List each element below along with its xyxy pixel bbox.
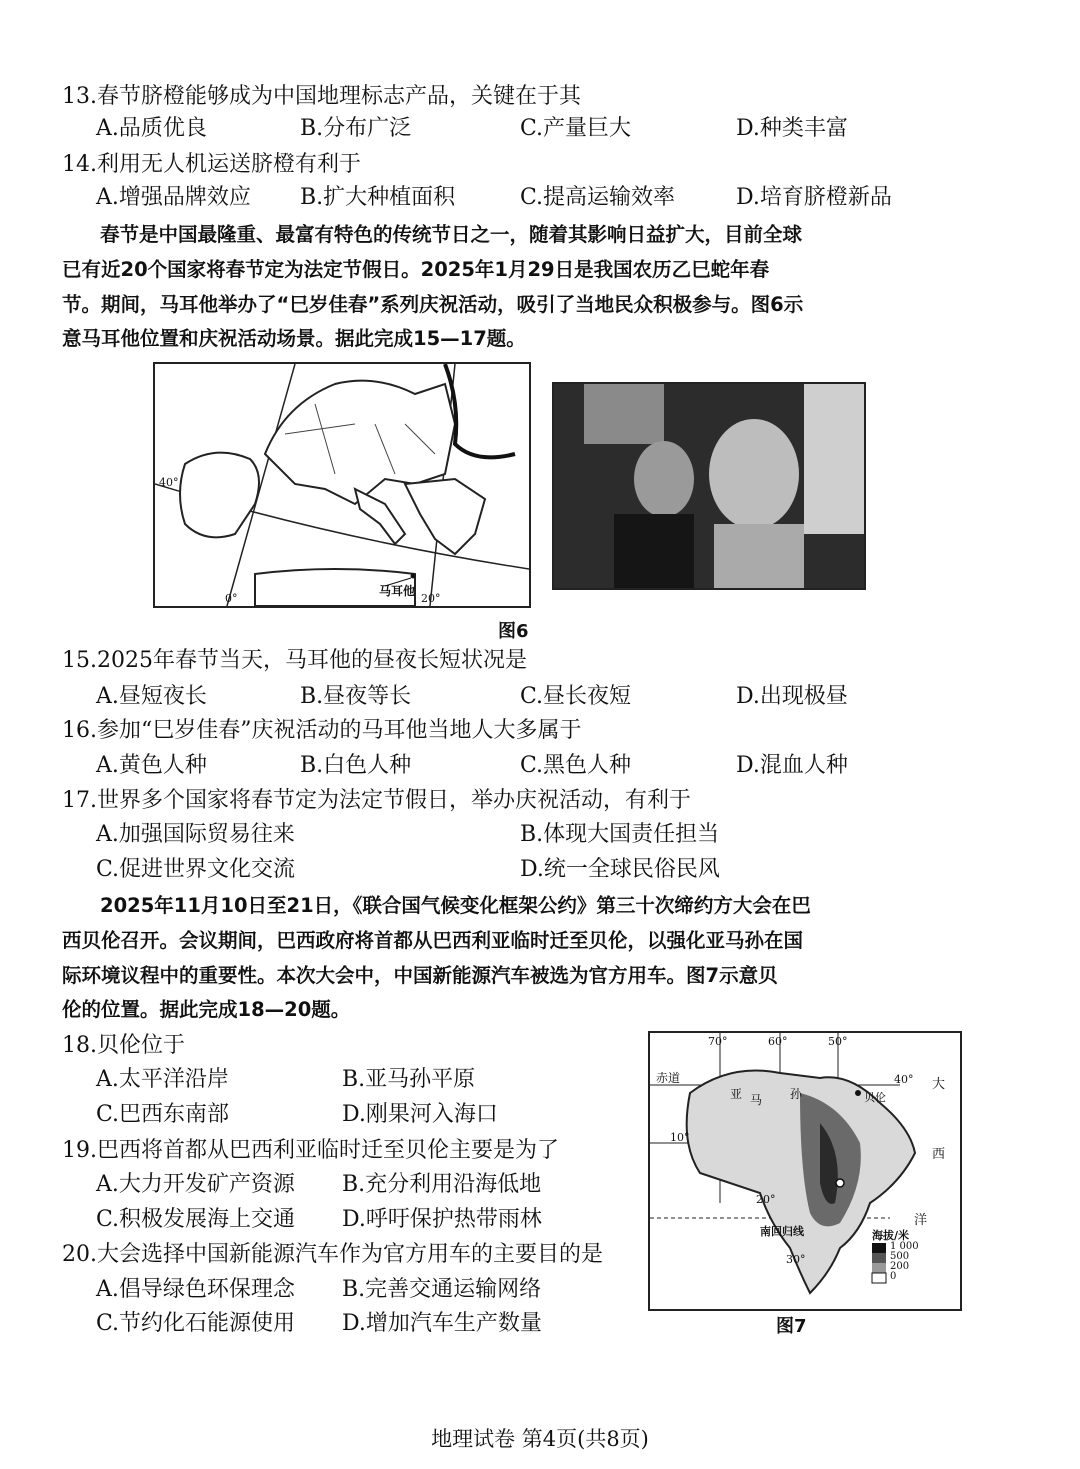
lat-10-label: 10°	[670, 1131, 690, 1144]
q13-option-a: A.品质优良	[96, 116, 207, 141]
q17-option-c: C.促进世界文化交流	[96, 857, 296, 882]
figure7-brazil-map	[648, 1031, 962, 1311]
border-thick-line	[445, 364, 515, 457]
amazon-label-3: 孙	[790, 1087, 803, 1101]
q14-stem: 14.利用无人机运送脐橙有利于	[62, 152, 361, 177]
legend-swatch-1000	[872, 1243, 886, 1253]
q19-stem: 19.巴西将首都从巴西利亚临时迁至贝伦主要是为了	[62, 1138, 559, 1163]
q14-option-d: D.培育脐橙新品	[736, 185, 892, 210]
legend-title: 海拔/米	[872, 1229, 910, 1242]
lon-0-label: 0°	[225, 592, 238, 605]
q13-option-b: B.分布广泛	[300, 116, 412, 141]
q16-option-a: A.黄色人种	[96, 753, 207, 778]
malta-dot	[411, 574, 416, 579]
q16-option-d: D.混血人种	[736, 753, 848, 778]
q15-option-b: B.昼夜等长	[300, 684, 412, 709]
figure6-europe-map	[153, 362, 531, 608]
equator-label: 赤道	[656, 1071, 681, 1085]
q20-option-c: C.节约化石能源使用	[96, 1311, 296, 1336]
legend-swatch-500	[872, 1253, 886, 1263]
person-body	[614, 514, 694, 588]
ocean-label-3: 洋	[914, 1213, 928, 1228]
lon-50-label: 50°	[828, 1035, 848, 1048]
iberia-shape	[180, 453, 259, 538]
q13-stem: 13.春节脐橙能够成为中国地理标志产品，关键在于其	[62, 84, 581, 109]
q15-option-a: A.昼短夜长	[96, 684, 207, 709]
q19-option-b: B.充分利用沿海低地	[342, 1172, 542, 1197]
passage1-line4: 意马耳他位置和庆祝活动场景。据此完成15—17题。	[62, 327, 526, 350]
q14-option-c: C.提高运输效率	[520, 185, 676, 210]
balkans-shape	[405, 479, 485, 554]
q14-option-b: B.扩大种植面积	[300, 185, 456, 210]
passage1-line1: 春节是中国最隆重、最富有特色的传统节日之一，随着其影响日益扩大，目前全球	[100, 223, 803, 246]
passage2-line1: 2025年11月10日至21日，《联合国气候变化框架公约》第三十次缔约方大会在巴	[100, 894, 811, 917]
q16-option-b: B.白色人种	[300, 753, 412, 778]
page-footer: 地理试卷 第4页(共8页)	[431, 1427, 649, 1451]
q20-option-b: B.完善交通运输网络	[342, 1277, 542, 1302]
q17-stem: 17.世界多个国家将春节定为法定节假日，举办庆祝活动，有利于	[62, 788, 691, 813]
figure6-celebration-photo	[552, 382, 866, 590]
passage2-line4: 伦的位置。据此完成18—20题。	[62, 998, 351, 1021]
q15-stem: 15.2025年春节当天，马耳他的昼夜长短状况是	[62, 648, 527, 673]
lat-30-label: 30°	[786, 1253, 806, 1266]
amazon-label-2: 马	[750, 1093, 763, 1107]
passage1-line3: 节。期间，马耳他举办了“巳岁佳春”系列庆祝活动，吸引了当地民众积极参与。图6示	[62, 293, 804, 316]
q13-option-c: C.产量巨大	[520, 116, 632, 141]
q17-option-b: B.体现大国责任担当	[520, 822, 720, 847]
q16-option-c: C.黑色人种	[520, 753, 632, 778]
q20-stem: 20.大会选择中国新能源汽车作为官方用车的主要目的是	[62, 1242, 603, 1267]
lion-dance-head	[709, 419, 799, 529]
amazon-label-1: 亚	[730, 1087, 743, 1101]
q18-option-b: B.亚马孙平原	[342, 1067, 476, 1092]
legend-swatch-200	[872, 1263, 886, 1273]
brazil-map-svg	[650, 1033, 960, 1309]
lon-70-label: 70°	[708, 1035, 728, 1048]
q19-option-c: C.积极发展海上交通	[96, 1207, 296, 1232]
legend-value-500: 500	[890, 1251, 910, 1262]
q15-option-c: C.昼长夜短	[520, 684, 632, 709]
photo-svg	[554, 384, 864, 588]
europe-map-svg	[155, 364, 529, 606]
person-face	[634, 441, 694, 517]
tropic-label: 南回归线	[760, 1225, 804, 1238]
legend-swatch-0	[872, 1273, 886, 1283]
q14-option-a: A.增强品牌效应	[96, 185, 251, 210]
q18-stem: 18.贝伦位于	[62, 1033, 185, 1058]
window-light	[584, 384, 664, 444]
legend-value-1000: 1 000	[890, 1241, 919, 1252]
passage2-line2: 西贝伦召开。会议期间，巴西政府将首都从巴西利亚临时迁至贝伦，以强化亚马孙在国	[62, 929, 804, 952]
q18-option-a: A.太平洋沿岸	[96, 1067, 229, 1092]
belem-dot	[855, 1090, 861, 1096]
belem-label: 贝伦	[864, 1091, 886, 1104]
figure7-caption: 图7	[776, 1316, 807, 1337]
q18-option-c: C.巴西东南部	[96, 1102, 230, 1127]
legend-value-200: 200	[890, 1261, 910, 1272]
q20-option-a: A.倡导绿色环保理念	[96, 1277, 295, 1302]
malta-label: 马耳他	[379, 584, 416, 598]
q17-option-d: D.统一全球民俗民风	[520, 857, 720, 882]
lon-40-label: 40°	[894, 1073, 914, 1086]
q13-option-d: D.种类丰富	[736, 116, 848, 141]
q19-option-d: D.呼吁保护热带雨林	[342, 1207, 542, 1232]
figure6-caption: 图6	[498, 621, 529, 642]
q19-option-a: A.大力开发矿产资源	[96, 1172, 295, 1197]
q17-option-a: A.加强国际贸易往来	[96, 822, 295, 847]
ocean-label-2: 西	[932, 1147, 946, 1162]
lon-60-label: 60°	[768, 1035, 788, 1048]
q20-option-d: D.增加汽车生产数量	[342, 1311, 542, 1336]
q16-stem: 16.参加“巳岁佳春”庆祝活动的马耳他当地人大多属于	[62, 718, 582, 743]
lat-40-label: 40°	[159, 476, 179, 489]
ocean-label-1: 大	[932, 1077, 946, 1092]
brasilia-symbol	[836, 1179, 844, 1187]
passage2-line3: 际环境议程中的重要性。本次大会中，中国新能源汽车被选为官方用车。图7示意贝	[62, 964, 778, 987]
italy-shape	[355, 489, 405, 544]
q18-option-d: D.刚果河入海口	[342, 1102, 498, 1127]
lat-20-label: 20°	[756, 1193, 776, 1206]
legend-value-0: 0	[890, 1271, 897, 1282]
wall-panel	[804, 384, 864, 534]
lion-body	[714, 524, 804, 588]
q15-option-d: D.出现极昼	[736, 684, 848, 709]
passage1-line2: 已有近20个国家将春节定为法定节假日。2025年1月29日是我国农历乙巳蛇年春	[62, 258, 770, 281]
lon-20-label: 20°	[421, 592, 441, 605]
